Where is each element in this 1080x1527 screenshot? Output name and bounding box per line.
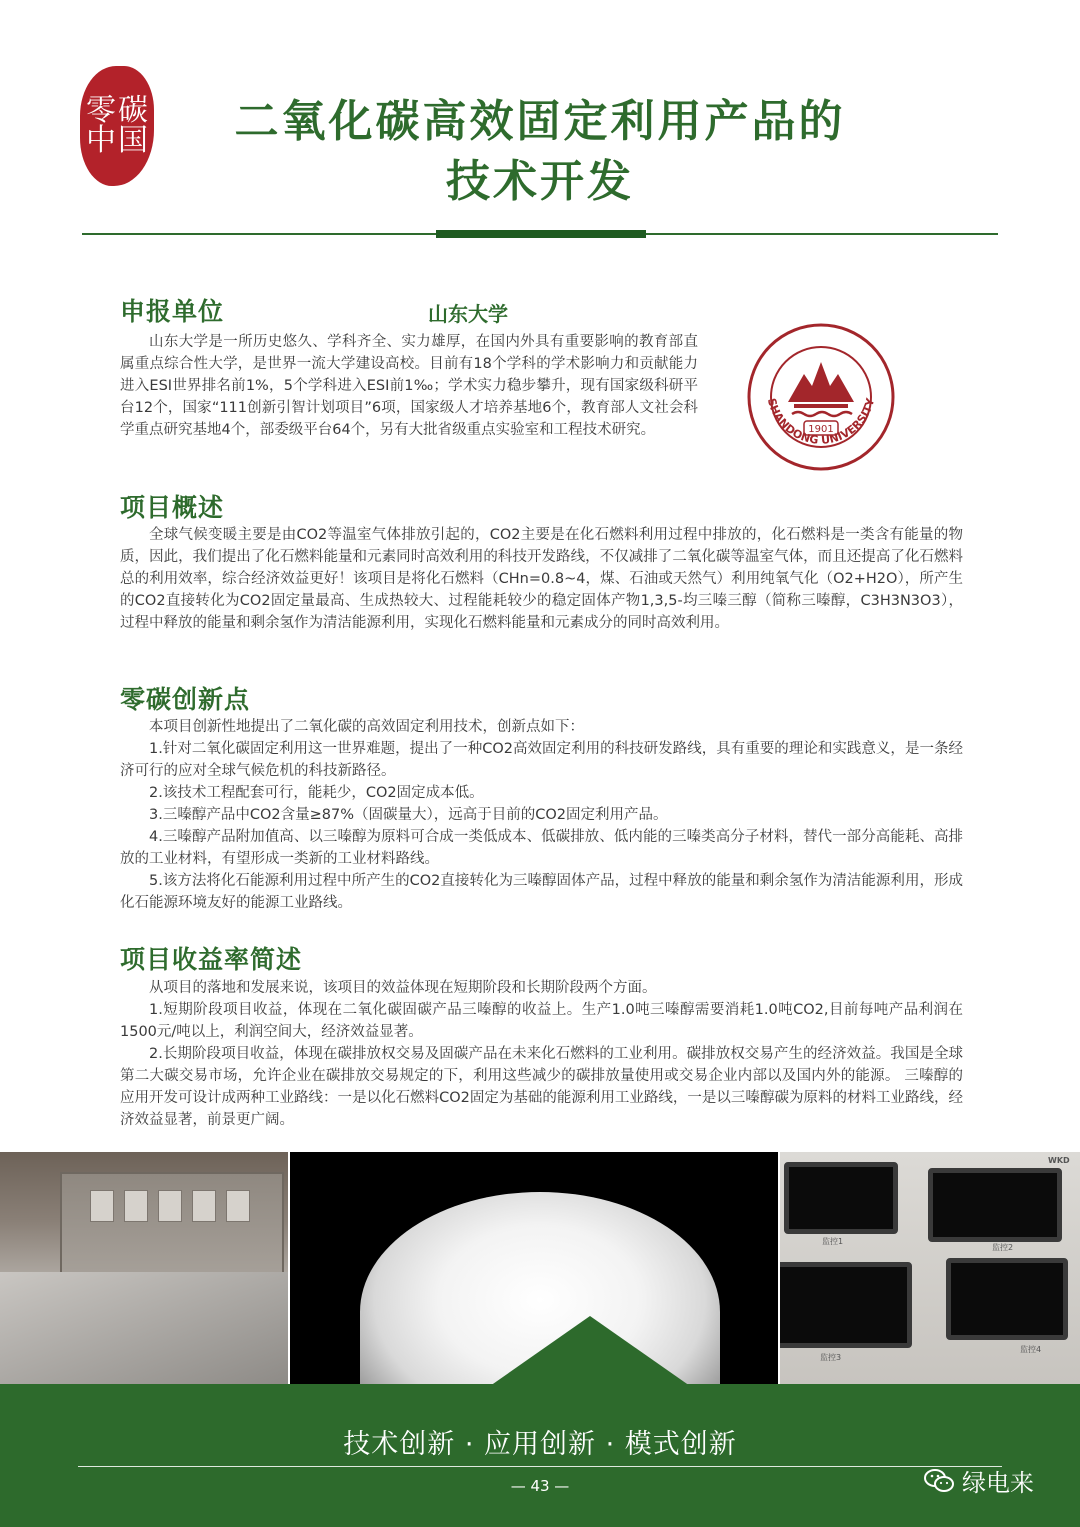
- logo-char: 碳: [118, 93, 148, 128]
- page-number: — 43 —: [510, 1477, 570, 1495]
- footer-notch: [490, 1316, 690, 1386]
- applicant-heading: 申报单位: [120, 297, 225, 326]
- title-line-1: 二氧化碳高效固定利用产品的: [234, 96, 846, 147]
- zero-carbon-china-logo: [80, 66, 154, 186]
- vent: [226, 1190, 250, 1222]
- panel-brand: WKD: [1048, 1156, 1070, 1165]
- applicant-name: 山东大学: [428, 302, 508, 326]
- logo-char: 国: [118, 123, 148, 158]
- innovation-item: 4.三嗪醇产品附加值高、以三嗪醇为原料可合成一类低成本、低碳排放、低内能的三嗪类高分子材料，替代一部分高能耗、高排放的工业材料，有望形成一类新的工业材料路线。: [120, 829, 963, 867]
- logo-char: 中: [86, 123, 116, 158]
- seal-year: 1901: [808, 424, 834, 435]
- watermark-text: 绿电来: [962, 1469, 1034, 1497]
- monitor-screen: [928, 1168, 1062, 1242]
- vent: [192, 1190, 216, 1222]
- overview-paragraph: [120, 524, 963, 634]
- innovation-item: 5.该方法将化石能源利用过程中所产生的CO2直接转化为三嗪醇固体产品，过程中释放的能量和剩余氢作为清洁能源利用，形成化石能源环境友好的能源工业路线。: [120, 873, 963, 911]
- vent: [158, 1190, 182, 1222]
- applicant-text: 山东大学是一所历史悠久、学科齐全、实力雄厚，在国内外具有重要影响的教育部直属重点综合性大学，是世界一流大学建设高校。目前有18个学科的学术影响力和贡献能力进入ESI世界排名前1%，5个学科进入ESI前1‰；学术实力稳步攀升，现有国家级科研平台12个，国家“111创新引智计划项目”6项，国家级人才培养基地6个，教育部人文社会科学重点研究基地4个，部委级平台64个，另有大批省级重点实验室和工程技术研究。: [120, 334, 698, 438]
- footer-rule: [78, 1466, 1002, 1467]
- returns-item: 1.短期阶段项目收益，体现在二氧化碳固碳产品三嗪醇的收益上。生产1.0吨三嗪醇需要消耗1.0吨CO2,目前每吨产品利润在1500元/吨以上，利润空间大，经济效益显著。: [120, 1002, 963, 1040]
- title-line-2: 技术开发: [446, 156, 634, 207]
- innovation-list: [120, 716, 963, 914]
- applicant-paragraph: [120, 331, 698, 441]
- innovation-intro: 本项目创新性地提出了二氧化碳的高效固定利用技术，创新点如下：: [149, 719, 584, 735]
- monitor-panel-photo: [780, 1152, 1080, 1384]
- shandong-university-seal-icon: [746, 322, 896, 472]
- returns-list: [120, 977, 963, 1131]
- monitor-screen: [780, 1262, 912, 1348]
- returns-intro: 从项目的落地和发展来说，该项目的效益体现在短期阶段和长期阶段两个方面。: [149, 980, 657, 996]
- monitor-label: 监控4: [1020, 1345, 1042, 1354]
- vent: [124, 1190, 148, 1222]
- monitor-screen: [784, 1162, 898, 1234]
- watermark: [924, 1463, 1034, 1498]
- monitor-label: 监控3: [820, 1353, 842, 1362]
- steel-table: [0, 1272, 288, 1384]
- logo-char: 零: [86, 93, 116, 128]
- page-title: [170, 92, 910, 212]
- innovation-item: 1.针对二氧化碳固定利用这一世界难题，提出了一种CO2高效固定利用的科技研发路线，具有重要的理论和实践意义，是一条经济可行的应对全球气候危机的科技新路径。: [120, 741, 963, 779]
- returns-item: 2.长期阶段项目收益，体现在碳排放权交易及固碳产品在未来化石燃料的工业利用。碳排放权交易产生的经济效益。我国是全球第二大碳交易市场，允许企业在碳排放交易规定的下，利用这些减少的碳排放量使用或交易企业内部以及国内外的能源。 三嗪醇的应用开发可设计成两种工业路线：一是以化石燃料CO2固定为基础的能源利用工业路线，一是以三嗪醇碳为原料的材料工业路线，经济效益显著，前景更广阔。: [120, 1046, 963, 1128]
- returns-heading: 项目收益率简述: [120, 945, 303, 974]
- wechat-icon: [924, 1468, 954, 1494]
- footer-slogan: 技术创新 · 应用创新 · 模式创新: [343, 1429, 737, 1460]
- monitor-screen: [946, 1258, 1068, 1340]
- innovation-item: 3.三嗪醇产品中CO2含量≥87%（固碳量大），远高于目前的CO2固定利用产品。: [149, 807, 668, 823]
- seal-text: SHANDONG UNIVERSITY: [764, 396, 878, 447]
- vent: [90, 1190, 114, 1222]
- innovation-item: 2.该技术工程配套可行，能耗少，CO2固定成本低。: [149, 785, 484, 801]
- innovation-heading: 零碳创新点: [120, 685, 251, 714]
- monitor-label: 监控2: [992, 1243, 1014, 1252]
- monitor-label: 监控1: [822, 1237, 844, 1246]
- overview-text: 全球气候变暖主要是由CO2等温室气体排放引起的，CO2主要是在化石燃料利用过程中排放的，化石燃料是一类含有能量的物质，因此，我们提出了化石燃料能量和元素同时高效利用的科技开发路线，不仅减排了二氧化碳等温室气体，而且还提高了化石燃料总的利用效率，综合经济效益更好！该项目是将化石燃料（CHn=0.8~4，煤、石油或天然气）利用纯氧气化（O2+H2O），所产生的CO2直接转化为CO2固定量最高、生成热较大、过程能耗较少的稳定固体产物1,3,5-均三嗪三醇（简称三嗪醇，C3H3N3O3），过程中释放的能量和剩余氢作为清洁能源利用，实现化石燃料能量和元素成分的同时高效利用。: [120, 527, 963, 631]
- equipment-photo: [0, 1152, 288, 1384]
- title-divider-accent: [436, 230, 646, 238]
- overview-heading: 项目概述: [120, 493, 225, 522]
